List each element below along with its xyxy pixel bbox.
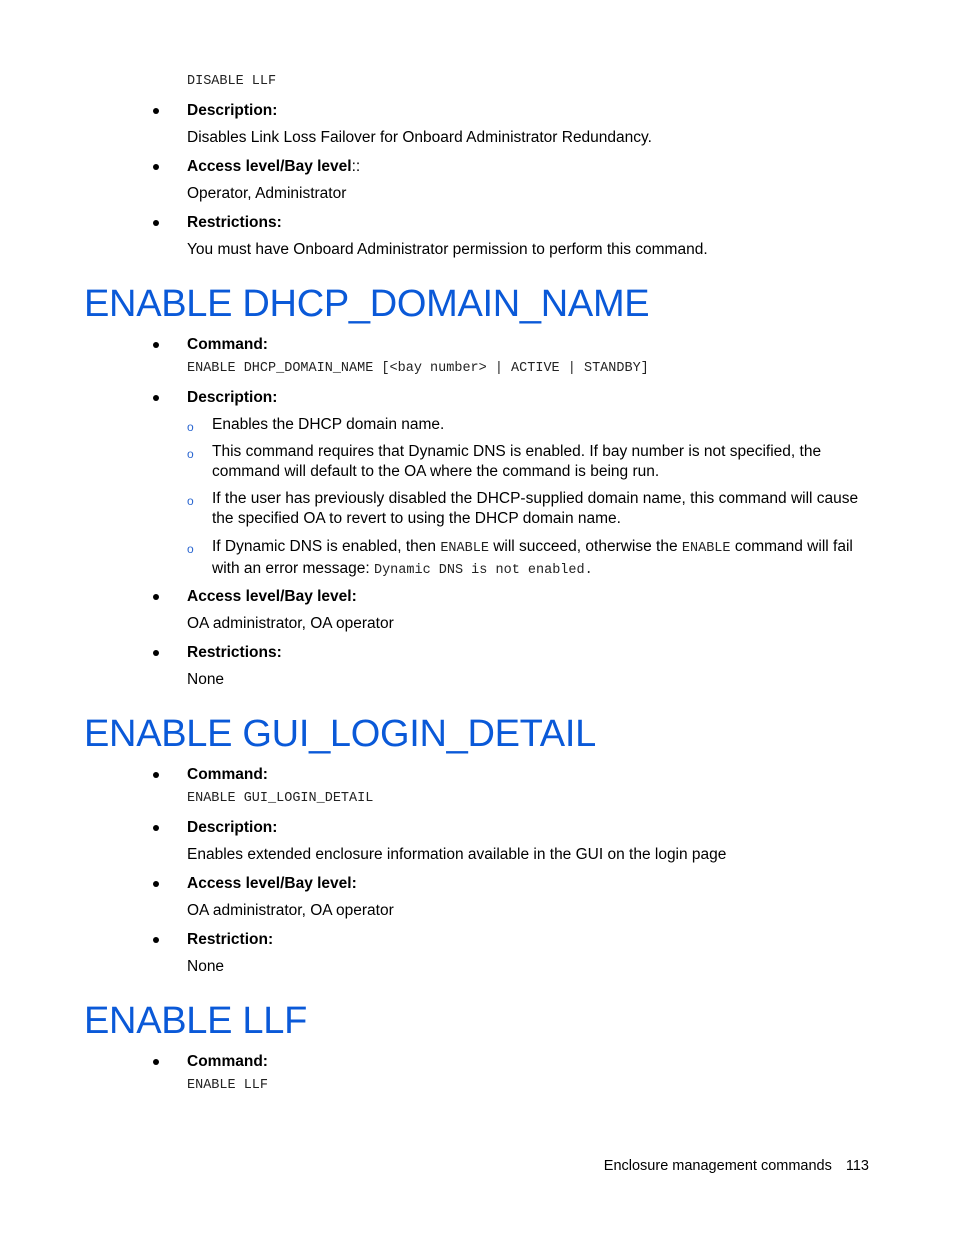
inline-code: ENABLE [440, 541, 489, 556]
bullet-icon [153, 1059, 159, 1065]
restriction-text: None [187, 958, 225, 975]
restriction-label: Restriction: [187, 931, 274, 948]
description-label: Description: [187, 389, 278, 406]
restrictions-text: You must have Onboard Administrator permission to perform this command. [187, 241, 708, 258]
bullet-icon [153, 937, 159, 943]
inline-code: Dynamic DNS is not enabled. [373, 563, 593, 578]
bullet-icon [153, 108, 159, 114]
command-label: Command: [187, 336, 268, 353]
sub-bullet-icon: o [187, 447, 194, 461]
bullet-icon [153, 164, 159, 170]
bullet-icon [153, 772, 159, 778]
description-label: Description: [187, 102, 278, 119]
command-code: DISABLE LLF [187, 74, 277, 89]
section-heading: ENABLE LLF [84, 1000, 307, 1042]
access-text: Operator, Administrator [187, 185, 347, 202]
command-code: ENABLE LLF [187, 1078, 269, 1093]
restrictions-label: Restrictions: [187, 644, 282, 661]
restrictions-text: None [187, 671, 225, 688]
section-heading: ENABLE DHCP_DOMAIN_NAME [84, 283, 650, 325]
bullet-icon [153, 881, 159, 887]
description-item: Enables the DHCP domain name. [212, 416, 445, 433]
command-label: Command: [187, 1053, 268, 1070]
footer-section: Enclosure management commands [603, 1158, 832, 1174]
description-text: Disables Link Loss Failover for Onboard Administrator Redundancy. [187, 129, 652, 146]
access-label: Access level/Bay level:: [187, 158, 361, 175]
sub-bullet-icon: o [187, 420, 194, 434]
description-item: This command requires that Dynamic DNS is enabled. If bay number is not specified, the command will default to the OA where the command is being run. [212, 443, 822, 480]
command-label: Command: [187, 766, 268, 783]
description-text: Enables extended enclosure information available in the GUI on the login page [187, 846, 727, 863]
page-number: 113 [845, 1158, 869, 1174]
description-item: If the user has previously disabled the DHCP-supplied domain name, this command will cause the specified OA to revert to using the DHCP domain name. [212, 490, 859, 527]
sub-bullet-icon: o [187, 542, 194, 556]
access-label: Access level/Bay level: [187, 875, 357, 892]
bullet-icon [153, 342, 159, 348]
command-code: ENABLE GUI_LOGIN_DETAIL [187, 791, 374, 806]
command-code: ENABLE DHCP_DOMAIN_NAME [<bay number> | ACTIVE | STANDBY] [187, 361, 649, 376]
description-item: If Dynamic DNS is enabled, then ENABLE will succeed, otherwise the ENABLE command will fail with an error message: Dynamic DNS is not enabled. [212, 538, 853, 578]
bullet-icon [153, 825, 159, 831]
restrictions-label: Restrictions: [187, 214, 282, 231]
description-label: Description: [187, 819, 278, 836]
inline-code: ENABLE [681, 541, 731, 556]
section-heading: ENABLE GUI_LOGIN_DETAIL [84, 713, 596, 755]
bullet-icon [153, 650, 159, 656]
sub-bullet-icon: o [187, 494, 194, 508]
access-text: OA administrator, OA operator [187, 902, 394, 919]
bullet-icon [153, 220, 159, 226]
bullet-icon [153, 395, 159, 401]
access-label: Access level/Bay level: [187, 588, 357, 605]
bullet-icon [153, 594, 159, 600]
access-text: OA administrator, OA operator [187, 615, 394, 632]
page-footer [604, 1158, 869, 1174]
